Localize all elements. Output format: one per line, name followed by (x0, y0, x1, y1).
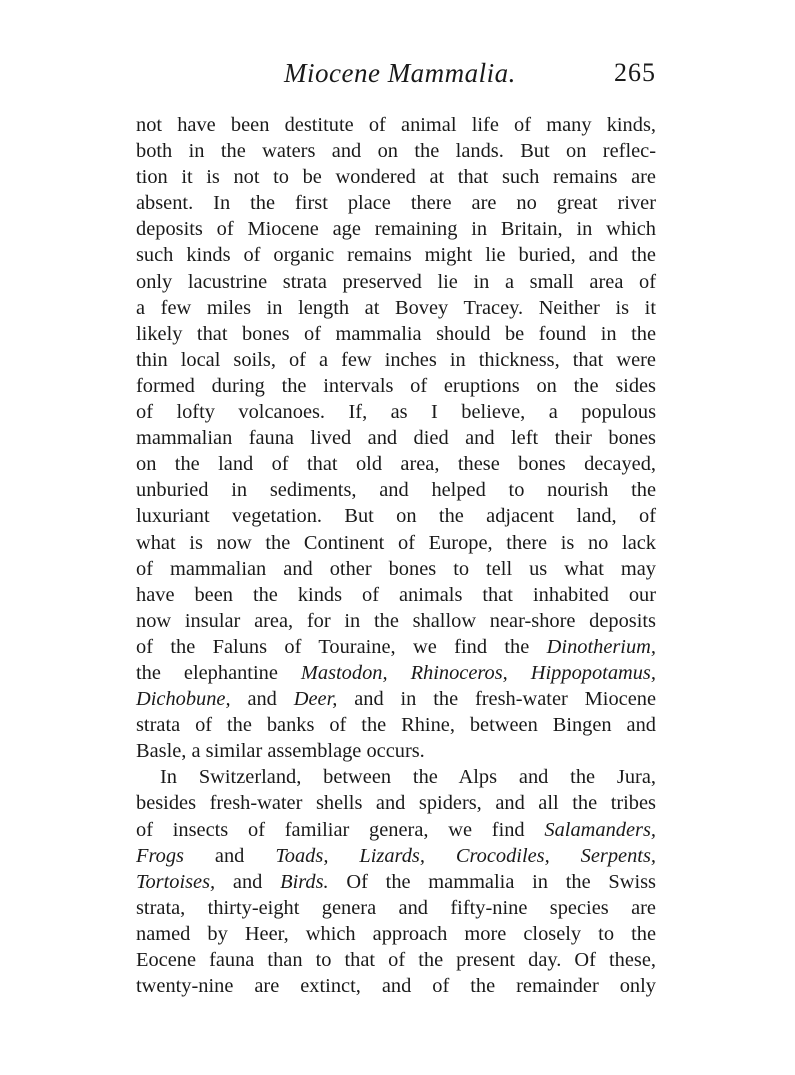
taxon-name: Birds. (280, 870, 329, 893)
taxon-name: Hippopotamus, (530, 661, 656, 684)
text-line: luxuriant vegetation. But on the adjacent land, of (136, 505, 656, 528)
text-line: Basle, a similar assemblage occurs. (136, 740, 425, 763)
text-line: have been the kinds of animals that inhabited our (136, 583, 656, 606)
text-line: only lacustrine strata preserved lie in a small area of (136, 270, 656, 293)
taxon-name: Frogs (136, 844, 184, 867)
taxon-name: Dinotherium, (546, 635, 656, 658)
taxon-name: Crocodiles, (455, 844, 550, 867)
text-line (136, 686, 656, 712)
text-line: formed during the intervals of eruptions on the sides (136, 374, 656, 397)
taxon-name: Mastodon, (300, 661, 388, 684)
text-line: both in the waters and on the lands. But on reflec- (136, 140, 656, 163)
text-line (136, 843, 656, 869)
text-run: and (247, 688, 277, 711)
running-title: Miocene Mammalia. (284, 58, 516, 88)
page-number: 265 (614, 58, 656, 87)
text-line (136, 634, 656, 660)
text-line: deposits of Miocene age remaining in Britain, in which (136, 218, 656, 241)
text-line: likely that bones of mammalia should be found in the (136, 322, 656, 345)
text-line: unburied in sediments, and helped to nourish the (136, 479, 656, 502)
text-line: absent. In the first place there are no great river (136, 192, 656, 215)
text-line: such kinds of organic remains might lie buried, and the (136, 244, 656, 267)
text-line: strata of the banks of the Rhine, between Bingen and (136, 714, 656, 737)
text-run: Of the mammalia in the Swiss (346, 870, 656, 893)
text-line: thin local soils, of a few inches in thickness, that were (136, 348, 656, 371)
taxon-name: Deer, (293, 688, 338, 711)
text-run: and in the fresh-water Miocene (354, 688, 656, 711)
text-line: tion it is not to be wondered at that such remains are (136, 166, 656, 189)
text-line: twenty-nine are extinct, and of the remainder only (136, 975, 656, 998)
body-text (136, 112, 656, 999)
text-line (136, 817, 656, 843)
text-line (136, 660, 656, 686)
text-line: on the land of that old area, these bones decayed, (136, 453, 656, 476)
text-line: Eocene fauna than to that of the present day. Of these, (136, 949, 656, 971)
text-run: and (232, 870, 263, 893)
text-line: now insular area, for in the shallow near-shore deposits (136, 609, 656, 632)
text-line: besides fresh-water shells and spiders, and all the tribes (136, 792, 656, 815)
text-line: of lofty volcanoes. If, as I believe, a populous (136, 401, 656, 424)
taxon-name: Salamanders, (544, 818, 656, 841)
taxon-name: Lizards, (359, 844, 425, 867)
text-line (136, 869, 656, 895)
text-line: mammalian fauna lived and died and left their bones (136, 427, 656, 450)
running-head (136, 58, 656, 98)
text-run: the elephantine (136, 661, 278, 684)
text-run: and (214, 844, 245, 867)
text-line: of mammalian and other bones to tell us what may (136, 557, 656, 580)
text-line: not have been destitute of animal life of many kinds, (136, 114, 656, 136)
text-run: of the Faluns of Touraine, we find the (136, 635, 530, 658)
taxon-name: Dichobune, (136, 688, 231, 711)
text-line: what is now the Continent of Europe, there is no lack (136, 531, 656, 554)
taxon-name: Tortoises, (136, 870, 216, 893)
text-line: strata, thirty-eight genera and fifty-nine species are (136, 896, 656, 919)
taxon-name: Toads, (275, 844, 329, 867)
text-line: In Switzerland, between the Alps and the Jura, (160, 766, 656, 789)
text-line: named by Heer, which approach more closely to the (136, 922, 656, 945)
text-run: of insects of familiar genera, we find (136, 818, 525, 841)
text-line: a few miles in length at Bovey Tracey. Neither is it (136, 296, 656, 319)
taxon-name: Rhinoceros, (410, 661, 508, 684)
taxon-name: Serpents, (580, 844, 656, 867)
